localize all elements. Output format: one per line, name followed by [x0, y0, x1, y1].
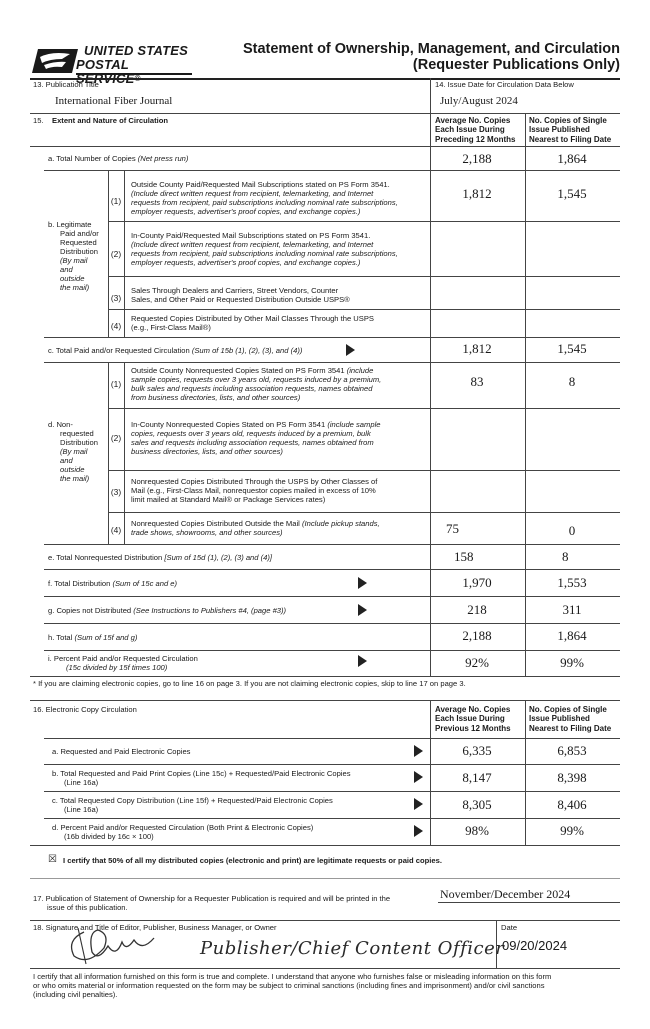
vline-16-avg	[430, 700, 431, 845]
vline-avg	[430, 113, 431, 676]
row-15g-note: (See Instructions to Publishers #4, (page #3))	[133, 606, 287, 615]
row-15b1-line3: requests from recipient, paid subscriptions including nominal rate subscriptions,	[131, 198, 398, 207]
rule-d2	[108, 470, 620, 471]
rule-16a	[44, 764, 620, 765]
item15-col-avg-line3: Preceding 12 Months	[435, 134, 516, 144]
row-15d-label-line1: d. Non-	[48, 420, 73, 429]
form-title	[200, 41, 620, 73]
row-15b3-number: (3)	[110, 293, 122, 303]
row-15d3-text	[131, 477, 429, 504]
row-15b2-line3: requests from recipient, paid subscriptions including nominal rate subscriptions,	[131, 249, 398, 258]
row-15h-label	[48, 633, 137, 642]
usps-eagle-icon	[32, 47, 80, 75]
row-15b1-single: 1,545	[557, 186, 587, 201]
row-15c-label-text: c. Total Paid and/or Requested Circulation	[48, 346, 190, 355]
row-15e-label-text: e. Total Nonrequested Distribution	[48, 553, 163, 562]
registered-mark: ®	[134, 74, 141, 83]
row-16a-arrow-icon	[414, 745, 423, 757]
row-15b-label-line7: outside	[60, 274, 85, 283]
item15-col-avg	[435, 116, 515, 144]
row-15d1-single: 8	[568, 374, 576, 389]
row-15g-label	[48, 606, 286, 615]
row-15g-label-text: g. Copies not Distributed	[48, 606, 132, 615]
rule-16-top	[30, 700, 620, 701]
row-15d-label-line7: the mail)	[60, 474, 90, 483]
row-15d1-line4: from business directories, lists, and other sources)	[131, 393, 301, 402]
row-15a-avg: 2,188	[462, 151, 492, 166]
row-15d4-avg: 75	[446, 521, 459, 536]
row-16c-arrow-icon	[414, 798, 423, 810]
rule-d4	[44, 544, 620, 545]
row-15f-avg: 1,970	[462, 575, 492, 590]
item17-label	[33, 894, 453, 912]
row-15b-label-line5: (By mail	[60, 256, 88, 265]
row-15b3-line1: Sales Through Dealers and Carriers, Street Vendors, Counter	[131, 286, 339, 295]
row-16b-arrow-icon	[414, 771, 423, 783]
row-15d3-line3: limit mailed at Standard Mail® or Package Services rates)	[131, 495, 326, 504]
row-15d4-text	[131, 519, 429, 537]
item13-value: International Fiber Journal	[55, 95, 173, 107]
row-16c-line2: (Line 16a)	[64, 805, 99, 814]
row-15e-avg: 158	[454, 549, 474, 564]
item17-line1: 17. Publication of Statement of Ownership for a Requester Publication is required and will be printed in the	[33, 894, 391, 903]
row-15d2-line4: business directories, lists, and other sources)	[131, 447, 283, 456]
row-15d1-number: (1)	[110, 379, 122, 389]
row-15i-note: (15c divided by 15f times 100)	[66, 663, 168, 672]
row-15c-label	[48, 346, 302, 355]
item13-label: 13. Publication Title	[33, 80, 99, 89]
item15-label: Extent and Nature of Circulation	[52, 116, 169, 125]
rule-16c	[44, 818, 620, 819]
row-15b-label	[48, 220, 108, 292]
row-15f-arrow-icon	[358, 577, 367, 589]
row-15e-single: 8	[562, 549, 569, 564]
certification-line3: (including civil penalties).	[33, 990, 118, 999]
row-16a-single: 6,853	[557, 743, 587, 758]
item15-col-single-line1: No. Copies of Single	[529, 116, 607, 125]
certification-line1: I certify that all information furnished on this form is true and complete. I understand that anyone who furnishes false or misleading information on this form	[33, 972, 552, 981]
row-15b-label-line1: b. Legitimate	[48, 220, 92, 229]
rule-18-top	[30, 920, 620, 921]
row-15b-label-line2: Paid and/or	[60, 229, 99, 238]
row-15b1-line4: employer requests, advertiser's proof copies, and exchange copies.)	[131, 207, 361, 216]
row-15b-label-line6: and	[60, 265, 73, 274]
row-15f-label-text: f. Total Distribution	[48, 579, 111, 588]
row-15b4-line2: (e.g., First-Class Mail®)	[131, 323, 211, 332]
item17-line2: issue of this publication.	[47, 903, 128, 912]
row-16b-avg: 8,147	[462, 770, 492, 785]
row-16a-avg: 6,335	[462, 743, 492, 758]
row-15a-note: (Net press run)	[137, 154, 189, 163]
item16-col-single-line3: Nearest to Filing Date	[529, 723, 612, 733]
rule-f	[44, 596, 620, 597]
rule-b2	[108, 276, 620, 277]
row-15d2-line1: In-County Nonrequested Copies Stated on PS Form 3541	[131, 420, 326, 429]
row-15c-single: 1,545	[557, 341, 587, 356]
row-15b2-number: (2)	[110, 249, 122, 259]
rule-13	[30, 113, 620, 114]
item16-col-single	[529, 705, 611, 733]
row-15c-avg: 1,812	[462, 341, 492, 356]
rule-h	[44, 650, 620, 651]
rule-17-top	[30, 878, 620, 879]
row-15i-label	[48, 654, 198, 672]
rule-c	[44, 362, 620, 363]
usps-name-line1: UNITED STATES	[84, 43, 188, 58]
row-15b1-number: (1)	[110, 196, 122, 206]
rule-b1	[108, 221, 620, 222]
signature-title-handwritten: Publisher/Chief Content Officer	[200, 938, 505, 959]
row-15h-label-text: h. Total	[48, 633, 73, 642]
row-16b-label	[52, 769, 351, 787]
item16-col-avg-line2: Each Issue During	[435, 714, 505, 724]
row-15e-label	[48, 553, 272, 562]
row-15c-note: (Sum of 15b (1), (2), (3), and (4))	[191, 346, 303, 355]
row-16c-single: 8,406	[557, 797, 587, 812]
item17-issue-value: November/December 2024	[440, 887, 571, 901]
row-15b3-text	[131, 286, 429, 304]
item18-label: 18. Signature and Title of Editor, Publisher, Business Manager, or Owner	[33, 923, 277, 932]
row-15d-label	[48, 420, 108, 483]
row-15i-single: 99%	[560, 655, 584, 670]
row-15a-label	[48, 154, 188, 163]
row-15d3-line2: Mail (e.g., First-Class Mail, nonrequestor copies mailed in excess of 10%	[131, 486, 376, 495]
row-15i-arrow-icon	[358, 655, 367, 667]
row-15d4-line1: Nonrequested Copies Distributed Outside the Mail	[131, 519, 300, 528]
row-16d-arrow-icon	[414, 825, 423, 837]
row-16b-line2: (Line 16a)	[64, 778, 99, 787]
item18-date-label: Date	[501, 923, 518, 932]
row-15d1-avg: 83	[470, 374, 484, 389]
item16-col-avg-line3: Previous 12 Months	[435, 723, 511, 733]
rule-16-head	[44, 738, 620, 739]
item16-col-single-line2: Issue Published	[529, 714, 590, 724]
row-15b1-line2: (Include direct written request from recipient, telemarketing, and Internet	[131, 189, 374, 198]
row-15b-label-line8: the mail)	[60, 283, 90, 292]
row-15d2-line1-italic: (include sample	[327, 420, 381, 429]
item15-col-avg-line2: Each Issue During	[435, 125, 505, 135]
rule-d1	[108, 408, 620, 409]
row-15h-avg: 2,188	[462, 628, 492, 643]
row-15d4-single: 0	[568, 523, 576, 538]
row-15d4-line1-italic: (Include pickup stands,	[301, 519, 380, 528]
row-15b2-line2: (Include direct written request from recipient, telemarketing, and Internet	[131, 240, 374, 249]
row-15g-avg: 218	[467, 602, 487, 617]
row-15d3-line1: Nonrequested Copies Distributed Through the USPS by Other Classes of	[131, 477, 378, 486]
form-title-line2: (Requester Publications Only)	[412, 57, 620, 73]
vline-d-num	[124, 362, 125, 544]
row-15a-single: 1,864	[557, 151, 587, 166]
vline-d-left	[108, 362, 109, 544]
item16-col-avg-line1: Average No. Copies	[435, 705, 511, 714]
usps-name-line2-text: POSTAL SERVICE	[76, 57, 135, 86]
row-15d1-line1: Outside County Nonrequested Copies Stated on PS Form 3541	[131, 366, 345, 375]
rule-b4	[44, 337, 620, 338]
rule-a	[44, 170, 620, 171]
rule-e	[44, 569, 620, 570]
row-15f-note: (Sum of 15c and e)	[112, 579, 178, 588]
row-15d-label-line5: and	[60, 456, 73, 465]
row-15d1-line3: bulk sales and requests including association requests, names obtained	[131, 384, 373, 393]
row-16c-label	[52, 796, 333, 814]
row-15d4-number: (4)	[110, 525, 122, 535]
rule-d3	[108, 512, 620, 513]
rule-18-bottom	[30, 968, 620, 969]
row-15b2-line1: In-County Paid/Requested Mail Subscriptions stated on PS Form 3541.	[131, 231, 371, 240]
row-15g-single: 311	[562, 602, 582, 617]
row-15a-label-text: a. Total Number of Copies	[48, 154, 136, 163]
vline-13	[430, 78, 431, 113]
row-15b1-text	[131, 180, 429, 216]
row-15d3-number: (3)	[110, 487, 122, 497]
row-15d-label-line3: Distribution	[60, 438, 98, 447]
electronic-footnote: * If you are claiming electronic copies, go to line 16 on page 3. If you are not claiming electronic copies, skip to line 17 on page 3.	[33, 679, 466, 688]
item15-col-single	[529, 116, 611, 144]
row-15d-label-line2: requested	[60, 429, 94, 438]
row-16d-line2: (16b divided by 16c × 100)	[64, 832, 154, 841]
row-15b4-number: (4)	[110, 321, 122, 331]
row-15f-single: 1,553	[557, 575, 587, 590]
certify-checkbox[interactable]: ☒	[48, 854, 57, 865]
row-15d-label-line6: outside	[60, 465, 85, 474]
item14-label: 14. Issue Date for Circulation Data Below	[435, 80, 574, 89]
row-15b-label-line4: Distribution	[60, 247, 98, 256]
row-15d2-line3: sales and requests including association requests, names obtained from	[131, 438, 374, 447]
row-15f-label	[48, 579, 177, 588]
row-15b1-avg: 1,812	[462, 186, 492, 201]
row-15d2-line2: copies, requests over 3 years old, requests induced by a premium, bulk	[131, 429, 371, 438]
row-15d1-line1-italic: (include	[346, 366, 374, 375]
signature-mark	[64, 922, 174, 970]
item15-number: 15.	[33, 116, 44, 125]
row-16c-avg: 8,305	[462, 797, 492, 812]
rule-16d	[30, 845, 620, 846]
item16-col-single-line1: No. Copies of Single	[529, 705, 607, 714]
certification-text	[33, 972, 623, 999]
row-16d-avg: 98%	[465, 823, 489, 838]
row-15h-single: 1,864	[557, 628, 587, 643]
row-15d-label-line4: (By mail	[60, 447, 88, 456]
item15-col-avg-line1: Average No. Copies	[435, 116, 511, 125]
rule-i	[30, 676, 620, 677]
row-15d4-line2: trade shows, showrooms, and other sources)	[131, 528, 283, 537]
item15-col-single-line3: Nearest to Filing Date	[529, 134, 612, 144]
row-15c-arrow-icon	[346, 344, 355, 356]
vline-single	[525, 113, 526, 676]
item16-col-avg	[435, 705, 511, 733]
row-15b1-line1: Outside County Paid/Requested Mail Subscriptions stated on PS Form 3541.	[131, 180, 390, 189]
row-15b2-line4: employer requests, advertiser's proof copies, and exchange copies.)	[131, 258, 361, 267]
row-15g-arrow-icon	[358, 604, 367, 616]
rule-16b	[44, 791, 620, 792]
row-15d2-number: (2)	[110, 433, 122, 443]
row-15b3-line2: Sales, and Other Paid or Requested Distribution Outside USPS®	[131, 295, 350, 304]
row-16d-label	[52, 823, 313, 841]
row-15e-note: [Sum of 15d (1), (2), (3) and (4)]	[164, 553, 273, 562]
row-16a-label: a. Requested and Paid Electronic Copies	[52, 747, 191, 756]
row-16c-line1: c. Total Requested Copy Distribution (Line 15f) + Requested/Paid Electronic Copies	[52, 796, 333, 805]
row-16d-single: 99%	[560, 823, 584, 838]
row-16d-line1: d. Percent Paid and/or Requested Circulation (Both Print & Electronic Copies)	[52, 823, 314, 832]
vline-16-single	[525, 700, 526, 845]
row-15b4-line1: Requested Copies Distributed by Other Mail Classes Through the USPS	[131, 314, 374, 323]
row-15h-note: (Sum of 15f and g)	[74, 633, 138, 642]
row-15i-avg: 92%	[465, 655, 489, 670]
item14-value: July/August 2024	[440, 95, 518, 107]
certification-line2: or who omits material or information requested on the form may be subject to criminal sanctions (including fines and imprisonment) and/or civil sanctions	[33, 981, 545, 990]
item15-col-single-line2: Issue Published	[529, 125, 590, 135]
row-15d1-text	[131, 366, 429, 402]
certify-statement: I certify that 50% of all my distributed copies (electronic and print) are legitimate requests or paid copies.	[63, 856, 442, 865]
rule-g	[44, 623, 620, 624]
rule-b3	[108, 309, 620, 310]
row-15d1-line2: sample copies, requests over 3 years old, requests induced by a premium,	[131, 375, 382, 384]
row-16b-line1: b. Total Requested and Paid Print Copies (Line 15c) + Requested/Paid Electronic Copies	[52, 769, 351, 778]
rule-15-head	[30, 146, 620, 147]
row-15d2-text	[131, 420, 429, 456]
item16-label: 16. Electronic Copy Circulation	[33, 705, 137, 714]
item17-issue-underline	[438, 902, 620, 903]
form-title-line1: Statement of Ownership, Management, and Circulation	[242, 41, 620, 57]
row-15b4-text	[131, 314, 429, 332]
row-16b-single: 8,398	[557, 770, 587, 785]
usps-underline	[76, 73, 192, 75]
item18-date-value: 09/20/2024	[502, 938, 568, 953]
row-15b-label-line3: Requested	[60, 238, 97, 247]
row-15b2-text	[131, 231, 429, 267]
row-15i-label-text: i. Percent Paid and/or Requested Circulation	[48, 654, 198, 663]
